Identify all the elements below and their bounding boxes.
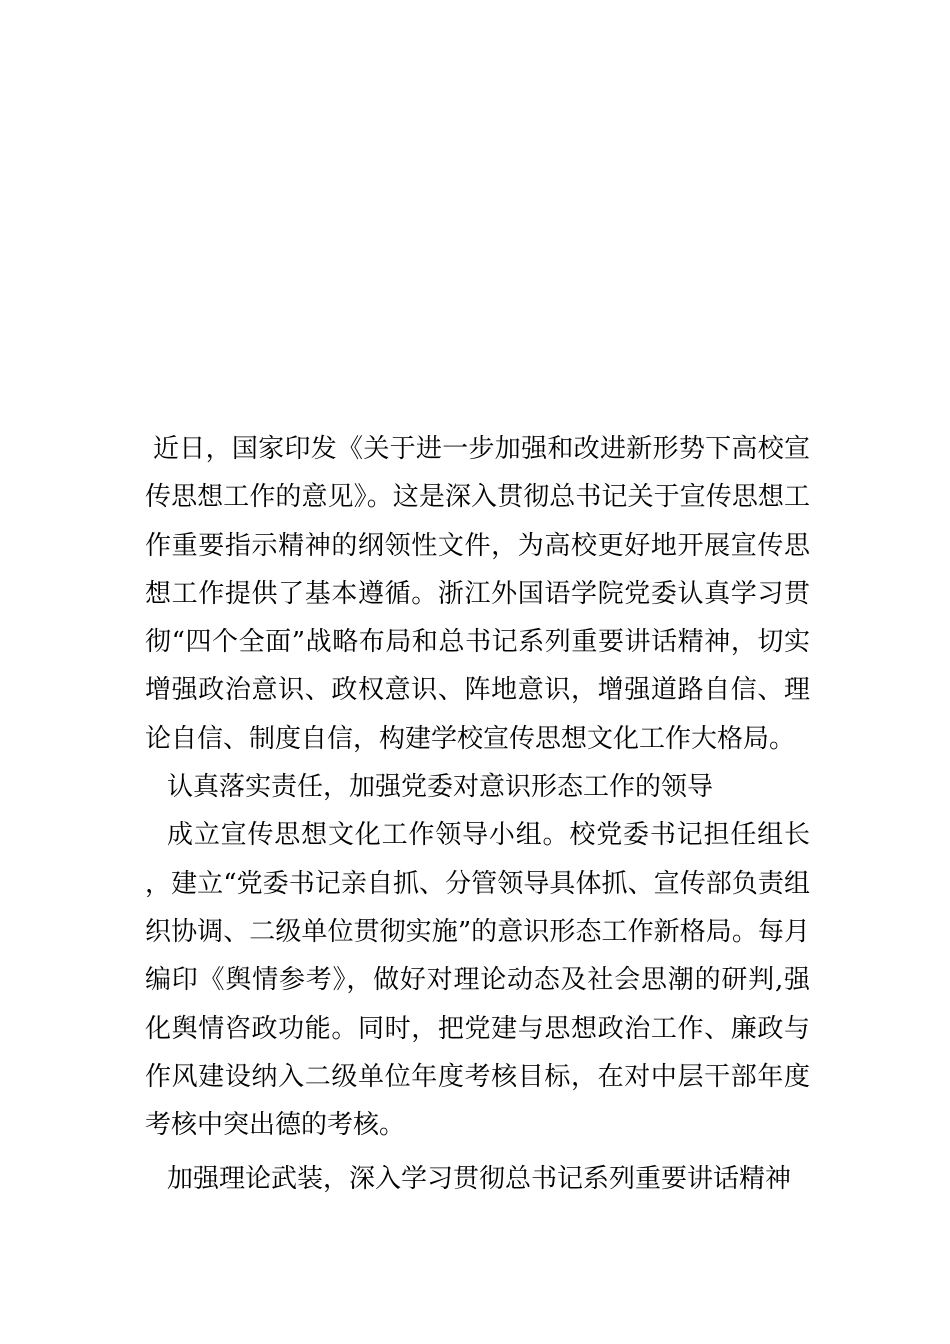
section-heading-theory: 加强理论武装，深入学习贯彻总书记系列重要讲话精神 [167,1164,792,1195]
section-heading-responsibility: 认真落实责任，加强党委对意识形态工作的领导 [167,772,714,803]
leadership-group-paragraph: 成立宣传思想文化工作领导小组。校党委书记担任组长，建立“党委书记亲自抓、分管领导具体抓、宣传部负责组织协调、二级单位贯彻实施”的意识形态工作新格局。每月编印《舆情参考》，做好对理论动态及社会思潮的研判,强化舆情咨政功能。同时，把党建与思想政治工作、廉政与作风建设纳入二级单位年度考核目标，在对中层干部年度考核中突出德的考核。 [145,820,810,1141]
intro-paragraph: 近日，国家印发《关于进一步加强和改进新形势下高校宣传思想工作的意见》。这是深入贯彻总书记关于宣传思想工作重要指示精神的纲领性文件，为高校更好地开展宣传思想工作提供了基本遵循。浙江外国语学院党委认真学习贯彻“四个全面”战略布局和总书记系列重要讲话精神，切实增强政治意识、政权意识、阵地意识，增强道路自信、理论自信、制度自信，构建学校宣传思想文化工作大格局。 [145,434,810,754]
document-body [145,425,810,1204]
